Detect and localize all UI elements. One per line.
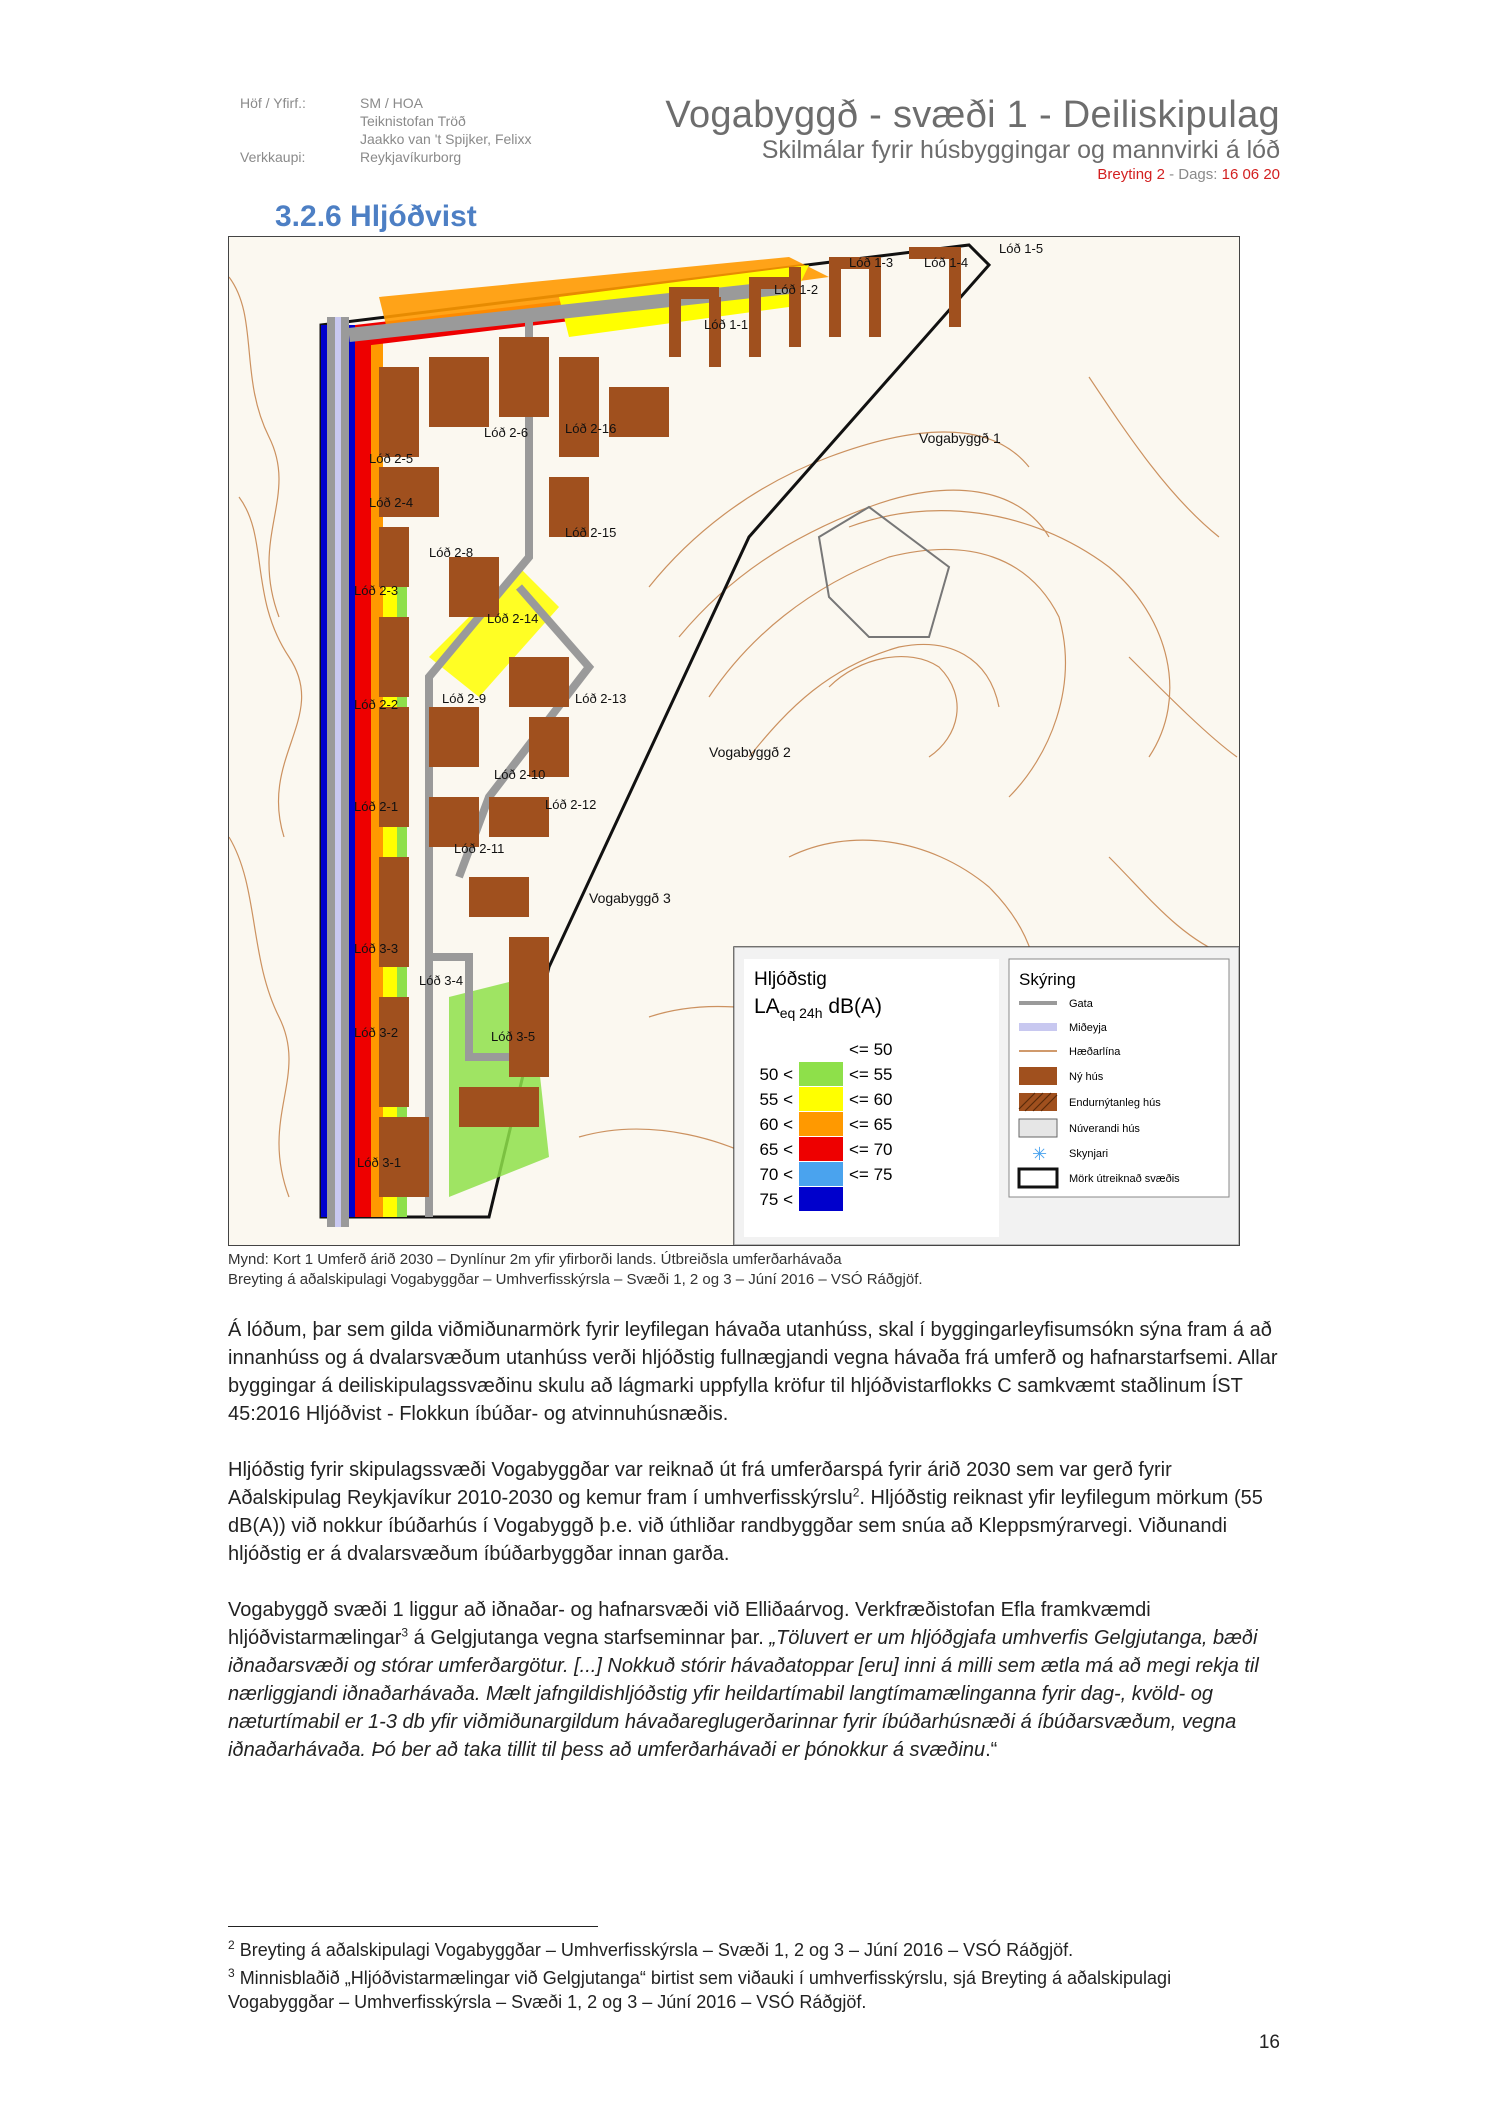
noise-range-low: 55 < xyxy=(759,1090,793,1109)
lot-label: Lóð 2-9 xyxy=(442,691,487,706)
lot-label: Lóð 2-6 xyxy=(484,425,529,440)
lot-label: Lóð 3-2 xyxy=(354,1025,399,1040)
paragraph-3: Vogabyggð svæði 1 liggur að iðnaðar- og hafnarsvæði við Elliðaárvog. Verkfræðistofan Efla framkvæmdi hljóðvistarmælingar$^3$ á Gelgjutanga vegna starfseminnar þar. „Töluvert er um hljóðgjafa umhverfis Gelgjutanga, bæði iðnaðarsvæði og stórar umferðargötur. [...] Nokkuð stórir hávaðatoppar [eru] inni á milli sem ætla má að megi rekja til nærliggjandi iðnaðarhávaða. Mælt jafngildishljóðstig yfir heildartímabil langtímamælinganna fyrir dag-, kvöld- og næturtímabil er 1-3 db yfir viðmiðunargildum hávaðareglugerðarinnar fyrir íbúðarhúsnæði á íbúðarsvæðum, vegna iðnaðarhávaða. Þó ber að taka tillit til þess að umferðarhávaði er þónokkur á svæðinu.“ xyxy=(228,1599,1259,1761)
noise-range-high: <= 55 xyxy=(849,1065,893,1084)
noise-legend-unit: $LA_{eq 24h}$ dB(A) xyxy=(754,995,883,1021)
area-label: Vogabyggð 2 xyxy=(709,744,791,760)
page-number: 16 xyxy=(1258,2032,1280,2053)
lot-label: Lóð 2-8 xyxy=(429,545,474,560)
key-item: Mörk útreiknað svæðis xyxy=(1069,1173,1180,1185)
road-median xyxy=(335,317,341,1227)
lot-label: Lóð 1-5 xyxy=(999,241,1044,256)
footnote-rule xyxy=(228,1926,598,1927)
lot-label: Lóð 2-1 xyxy=(354,799,399,814)
noise-swatch xyxy=(799,1137,843,1161)
footnote-ref: 3 xyxy=(401,1625,409,1640)
sensor-icon: ✳ xyxy=(1032,1144,1048,1164)
document-subtitle: Skilmálar fyrir húsbyggingar og mannvirki á lóð xyxy=(761,136,1280,164)
lot-label: Lóð 1-4 xyxy=(924,255,969,270)
noise-range-low: 60 < xyxy=(759,1115,793,1134)
date-value: 16 06 20 xyxy=(1221,166,1280,183)
key-median-swatch xyxy=(1019,1023,1057,1031)
lot-label: Lóð 2-14 xyxy=(487,611,539,626)
lot-label: Lóð 2-16 xyxy=(565,421,617,436)
figure-caption xyxy=(228,1250,1268,1290)
noise-range-high: <= 50 xyxy=(849,1040,893,1059)
area-label: Vogabyggð 1 xyxy=(919,430,1001,446)
revision-line xyxy=(1097,166,1280,183)
client-name: Reykjavíkurborg xyxy=(360,149,462,165)
noise-swatch xyxy=(799,1162,843,1186)
author-line: SM / HOA xyxy=(360,95,424,111)
lot-label: Lóð 2-12 xyxy=(545,797,597,812)
noise-swatch xyxy=(799,1112,843,1136)
noise-map-drawing xyxy=(229,237,1239,1245)
noise-swatch xyxy=(799,1087,843,1111)
lot-label: Lóð 2-2 xyxy=(354,697,399,712)
key-existing-swatch xyxy=(1019,1119,1057,1137)
lot-label: Lóð 2-3 xyxy=(354,583,399,598)
noise-swatch xyxy=(799,1037,843,1061)
noise-range-high: <= 75 xyxy=(849,1165,893,1184)
area-label: Vogabyggð 3 xyxy=(589,890,671,906)
noise-range-low: 50 < xyxy=(759,1065,793,1084)
revision-label: Breyting 2 xyxy=(1097,166,1165,183)
key-item: Skynjari xyxy=(1069,1148,1109,1160)
noise-range-high: <= 65 xyxy=(849,1115,893,1134)
label-verkkaupi: Verkkaupi: xyxy=(240,149,306,165)
date-label: - Dags: xyxy=(1164,166,1222,183)
noise-legend-title: Hljóðstig xyxy=(754,969,827,990)
noise-range-high: <= 70 xyxy=(849,1140,893,1159)
author-line: Teiknistofan Tröð xyxy=(360,113,466,129)
noise-swatch xyxy=(799,1187,843,1211)
lot-label: Lóð 3-1 xyxy=(357,1155,402,1170)
caption-line: Mynd: Kort 1 Umferð árið 2030 – Dynlínur 2m yfir yfirborði lands. Útbreiðsla umferðarhávaða xyxy=(228,1251,842,1268)
key-item: Miðeyja xyxy=(1069,1022,1107,1034)
key-item: Endurnýtanleg hús xyxy=(1069,1097,1161,1109)
lot-label: Lóð 2-13 xyxy=(575,691,627,706)
paragraph-1: Á lóðum, þar sem gilda viðmiðunarmörk fyrir leyfilegan hávaða utanhúss, skal í byggingarleyfisumsókn sýna fram á að innanhúss og á dvalarsvæðum utanhúss verði hljóðstig fullnægjandi vegna hávaða frá umferð og hafnarstarfsemi. Allar byggingar á deiliskipulagssvæðinu skulu að lágmarki uppfylla kröfur til hljóðvistarflokks C samkvæmt staðlinum ÍST 45:2016 Hljóðvist - Flokkun íbúðar- og atvinnuhúsnæðis. xyxy=(228,1319,1278,1425)
lot-label: Lóð 2-4 xyxy=(369,495,414,510)
authors-block xyxy=(360,94,532,166)
noise-range-low: 65 < xyxy=(759,1140,793,1159)
footnote-3: $^3$ Minnisblaðið „Hljóðvistarmælingar við Gelgjutanga“ birtist sem viðauki í umhverfisskýrslu, sjá Breyting á aðalskipulagi Vogabyggðar – Umhverfisskýrsla – Svæði 1, 2 og 3 – Júní 2016 – VSÓ Ráðgjöf. xyxy=(228,1966,1172,2012)
lot-label: Lóð 1-3 xyxy=(849,255,894,270)
noise-range-low: 75 < xyxy=(759,1190,793,1209)
lot-label: Lóð 1-2 xyxy=(774,282,819,297)
paragraph-2: Hljóðstig fyrir skipulagssvæði Vogabyggðar var reiknað út frá umferðarspá fyrir árið 2030 sem var gerð fyrir Aðalskipulag Reykjavíkur 2010-2030 og kemur fram í umhverfisskýrslu$^2$. Hljóðstig reiknast yfir leyfilegum mörkum (55 dB(A)) við nokkur íbúðarhús í Vogabyggð þ.e. við úthliðar randbyggðar sem snúa að Kleppsmýrarvegi. Viðunandi hljóðstig er á dvalarsvæðum íbúðarbyggðar innan garða. xyxy=(228,1459,1263,1565)
lot-label: Lóð 1-1 xyxy=(704,317,749,332)
lot-label: Lóð 2-15 xyxy=(565,525,617,540)
key-item: Núverandi hús xyxy=(1069,1123,1140,1135)
key-item: Ný hús xyxy=(1069,1071,1104,1083)
section-title: 3.2.6 Hljóðvist xyxy=(275,200,477,233)
noise-map xyxy=(228,236,1240,1246)
lot-label: Lóð 3-5 xyxy=(491,1029,536,1044)
key-item: Hæðarlína xyxy=(1069,1046,1121,1058)
author-line: Jaakko van 't Spijker, Felixx xyxy=(360,131,532,147)
lot-label: Lóð 2-10 xyxy=(494,767,546,782)
key-legend-title: Skýring xyxy=(1019,970,1076,989)
noise-range-low: 70 < xyxy=(759,1165,793,1184)
lot-label: Lóð 2-5 xyxy=(369,451,414,466)
lot-label: Lóð 3-3 xyxy=(354,941,399,956)
footnote-2: $^2$ Breyting á aðalskipulagi Vogabyggðar – Umhverfisskýrsla – Svæði 1, 2 og 3 – Júní 2016 – VSÓ Ráðgjöf. xyxy=(228,1938,1074,1960)
label-hof: Höf / Yfirf.: xyxy=(240,95,306,111)
noise-swatch xyxy=(799,1062,843,1086)
key-item: Gata xyxy=(1069,998,1093,1010)
lot-label: Lóð 2-11 xyxy=(454,841,505,856)
key-reusable-swatch xyxy=(1019,1093,1057,1111)
footnote-ref: 2 xyxy=(852,1485,860,1500)
caption-line: Breyting á aðalskipulagi Vogabyggðar – Umhverfisskýrsla – Svæði 1, 2 og 3 – Júní 2016 – VSÓ Ráðgjöf. xyxy=(228,1271,923,1288)
noise-range-high: <= 60 xyxy=(849,1090,893,1109)
key-new-building-swatch xyxy=(1019,1067,1057,1085)
lot-label: Lóð 3-4 xyxy=(419,973,464,988)
document-title: Vogabyggð - svæði 1 - Deiliskipulag xyxy=(665,94,1280,136)
quote: „Töluvert er um hljóðgjafa umhverfis Gelgjutanga, bæði iðnaðarsvæði og stórar umferðargötur. [...] Nokkuð stórir hávaðatoppar [eru] inni á milli sem ætla má að megi rekja til nærliggjandi iðnaðarhávaða. Mælt jafngildishljóðstig yfir heildartímabil langtímamælinganna fyrir dag-, kvöld- og næturtímabil er 1-3 db yfir viðmiðunargildum hávaðareglugerðarinnar fyrir íbúðarhúsnæði á íbúðarsvæðum, vegna iðnaðarhávaða. Þó ber að taka tillit til þess að umferðarhávaði er þónokkur á svæðinu xyxy=(228,1627,1259,1761)
existing-building xyxy=(819,507,949,637)
